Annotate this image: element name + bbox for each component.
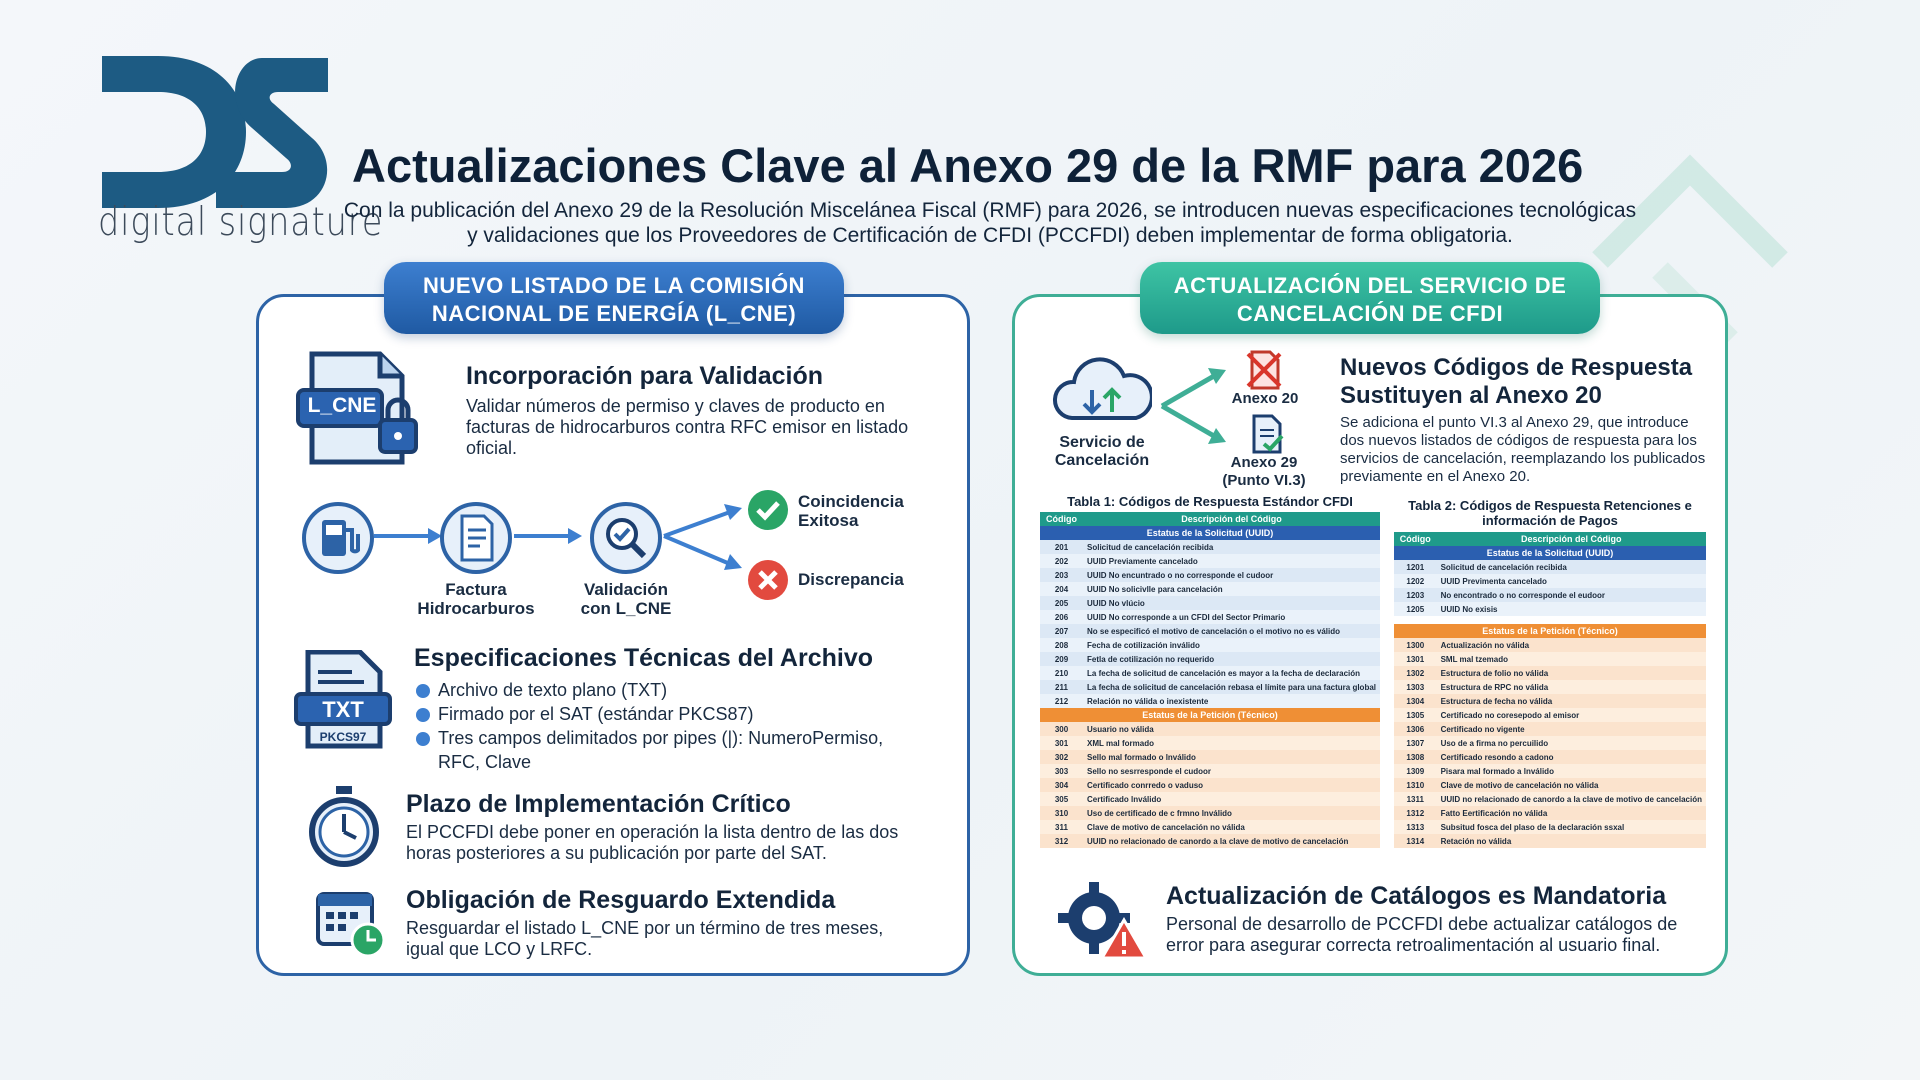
code-cell: 202 <box>1040 554 1083 568</box>
code-cell: 1202 <box>1394 574 1437 588</box>
code-cell: 1314 <box>1394 834 1437 848</box>
table-row <box>1040 554 1380 568</box>
description-cell: UUID no relacionado de canordo a la clave de motivo de cancelación <box>1437 792 1706 806</box>
table-row <box>1394 792 1706 806</box>
table-row <box>1040 540 1380 554</box>
code-cell: 209 <box>1040 652 1083 666</box>
table1: Código Descripción del Código Estatus de la Solicitud (UUID) 201 Solicitud de cancelación recibida 202 UUID Previamente cancelado 203 UUID No encuntrado o no corresponde el cudoor 204 UUID No solicivlle para cancelación 205 UUID No vlúcio 206 UUID No corresponde a un CFDI del Sector Primario 207 No se especificó el motivo de cancelación o el motivo no es válido 208 Fecha de cotilización inválido 209 Fetla de cotilización no requerido 210 La fecha de solicitud de cancelación es mayor a la fecha de declaración 211 La fecha de solicitud de cancelación rebasa el límite para una factura global 212 Relación no válida o inexistente Estatus de la Petición (Técnico) 300 Usuario no válida 301 XML mal formado 302 Sello mal formado o lnválido 303 Sello no sesrresponde el cudoor 304 Certificado conrredo o vaduso 305 Certificado lnválido 310 Uso de certificado de c frmno lnválido 311 Clave de motivo de cancelación no válida 312 UUID no relacionado de canordo a la clave de motivo de cancelación <box>1040 512 1380 848</box>
description-cell: Relación no válida o inexistente <box>1083 694 1380 708</box>
table-row <box>1394 834 1706 848</box>
table-row <box>1040 820 1380 834</box>
code-cell: 303 <box>1040 764 1083 778</box>
description-cell: Sello no sesrresponde el cudoor <box>1083 764 1380 778</box>
specs-item: Tres campos delimitados por pipes (|): NumeroPermiso, RFC, Clave <box>414 726 914 774</box>
description-cell: Clave de motivo de cancelación no válida <box>1083 820 1380 834</box>
lcne-file-label: L_CNE <box>307 394 377 417</box>
description-cell: UUID no relacionado de canordo a la clave de motivo de cancelación <box>1083 834 1380 848</box>
catalogs-title: Actualización de Catálogos es Mandatoria <box>1166 882 1667 910</box>
code-cell: 1302 <box>1394 666 1437 680</box>
cloud-service-icon <box>1052 356 1152 428</box>
code-cell: 301 <box>1040 736 1083 750</box>
table-row <box>1394 806 1706 820</box>
incorporacion-text: Validar números de permiso y claves de producto en facturas de hidrocarburos contra RFC emisor en listado oficial. <box>466 396 909 458</box>
incorporacion-title: Incorporación para Validación <box>466 362 824 390</box>
logo-text: digital signature <box>98 200 384 245</box>
fuel-pump-icon <box>300 500 376 576</box>
flow-step-invoice: Factura Hidrocarburos <box>417 580 535 618</box>
description-cell: La fecha de solicitud de cancelación es mayor a la fecha de declaración <box>1083 666 1380 680</box>
description-cell: Fatto Eertificación no válida <box>1437 806 1706 820</box>
new-codes-text: Se adiciona el punto VI.3 al Anexo 29, que introduce dos nuevos listados de códigos de respuesta para los servicios de cancelación, reemplazando los publicados previamente en el Anexo 20. <box>1340 414 1706 485</box>
table-row <box>1394 680 1706 694</box>
cancelacion-panel-header: ACTUALIZACIÓN DEL SERVICIO DE CANCELACIÓN DE CFDI <box>1140 262 1600 334</box>
table-row <box>1394 588 1706 602</box>
table-row <box>1040 792 1380 806</box>
specs-item: Archivo de texto plano (TXT) <box>414 678 914 702</box>
code-cell: 1313 <box>1394 820 1437 834</box>
anexo20-label: Anexo 20 <box>1231 390 1299 407</box>
description-cell: UUID No solicivlle para cancelación <box>1083 582 1380 596</box>
table-row <box>1394 560 1706 574</box>
deadline-text: El PCCFDI debe poner en operación la lista dentro de las dos horas posteriores a su publicación por parte del SAT. <box>406 822 899 863</box>
retention-text: Resguardar el listado L_CNE por un término de tres meses, igual que LCO y LRFC. <box>406 918 884 959</box>
description-cell: Uso de certificado de c frmno lnválido <box>1083 806 1380 820</box>
page-subtitle: Con la publicación del Anexo 29 de la Resolución Miscelánea Fiscal (RMF) para 2026, se introducen nuevas especificaciones tecnológicas y validaciones que los Proveedores de Certificación de CFDI (PCCFDI) deben implementar de forma obligatoria. <box>343 199 1637 247</box>
outcome-success: Coincidencia Exitosa <box>798 492 904 530</box>
code-cell: 203 <box>1040 568 1083 582</box>
code-cell: 1312 <box>1394 806 1437 820</box>
table-row <box>1040 638 1380 652</box>
table-row <box>1040 680 1380 694</box>
table-row <box>1040 624 1380 638</box>
anexo29-check-doc-icon <box>1246 414 1286 454</box>
description-cell: Certificado conrredo o vaduso <box>1083 778 1380 792</box>
table-row <box>1040 568 1380 582</box>
description-cell: La fecha de solicitud de cancelación rebasa el límite para una factura global <box>1083 680 1380 694</box>
code-cell: 206 <box>1040 610 1083 624</box>
code-cell: 1306 <box>1394 722 1437 736</box>
flow-step-validation: Validación con L_CNE <box>580 580 672 618</box>
description-cell: Estructura de folio no válida <box>1437 666 1706 680</box>
description-cell: Certificado resondo a cadono <box>1437 750 1706 764</box>
specs-item: Firmado por el SAT (estándar PKCS87) <box>414 702 914 726</box>
code-cell: 302 <box>1040 750 1083 764</box>
table1-title: Tabla 1: Códigos de Respuesta Estándor CFDI <box>1067 494 1353 509</box>
code-cell: 1308 <box>1394 750 1437 764</box>
table-row <box>1394 778 1706 792</box>
description-cell: SML mal tzemado <box>1437 652 1706 666</box>
invoice-document-icon <box>438 500 514 576</box>
code-cell: 311 <box>1040 820 1083 834</box>
anexo29-label: Anexo 29 (Punto VI.3) <box>1222 454 1306 489</box>
description-cell: Solicitud de cancelación recibida <box>1083 540 1380 554</box>
specs-list <box>414 678 914 774</box>
table-row <box>1394 722 1706 736</box>
code-cell: 1303 <box>1394 680 1437 694</box>
outcome-discrepancy: Discrepancia <box>798 570 904 589</box>
description-cell: No se especificó el motivo de cancelación o el motivo no es válido <box>1083 624 1380 638</box>
description-cell: UUID No corresponde a un CFDI del Sector Primario <box>1083 610 1380 624</box>
table-row <box>1040 652 1380 666</box>
table-row <box>1040 834 1380 848</box>
table-row <box>1394 638 1706 652</box>
table-row <box>1394 694 1706 708</box>
code-cell: 1307 <box>1394 736 1437 750</box>
new-codes-title: Nuevos Códigos de Respuesta Sustituyen al Anexo 20 <box>1340 354 1693 409</box>
description-cell: Uso de a firma no percuilido <box>1437 736 1706 750</box>
description-cell: Retación no válida <box>1437 834 1706 848</box>
code-cell: 212 <box>1040 694 1083 708</box>
table-row <box>1040 596 1380 610</box>
calendar-clock-icon <box>314 886 388 960</box>
description-cell: Certificado no vigente <box>1437 722 1706 736</box>
description-cell: Sello mal formado o lnválido <box>1083 750 1380 764</box>
deadline-title: Plazo de Implementación Crítico <box>406 790 791 818</box>
table-row <box>1394 602 1706 616</box>
description-cell: UUID No encuntrado o no corresponde el cudoor <box>1083 568 1380 582</box>
table2-title: Tabla 2: Códigos de Respuesta Retenciones e información de Pagos <box>1408 498 1692 528</box>
table-row <box>1394 736 1706 750</box>
table-row <box>1394 666 1706 680</box>
specs-title: Especificaciones Técnicas del Archivo <box>414 644 873 672</box>
table-row <box>1394 764 1706 778</box>
description-cell: Fetla de cotilización no requerido <box>1083 652 1380 666</box>
code-cell: 1304 <box>1394 694 1437 708</box>
code-cell: 207 <box>1040 624 1083 638</box>
code-cell: 1311 <box>1394 792 1437 806</box>
description-cell: Certificado no coresepodo al emisor <box>1437 708 1706 722</box>
table-row <box>1040 736 1380 750</box>
gear-warning-icon <box>1056 880 1150 960</box>
description-cell: Solicitud de cancelación recibida <box>1437 560 1706 574</box>
table-row <box>1394 652 1706 666</box>
diagram-arrows <box>1158 366 1228 446</box>
code-cell: 1310 <box>1394 778 1437 792</box>
code-cell: 201 <box>1040 540 1083 554</box>
code-cell: 211 <box>1040 680 1083 694</box>
description-cell: Estructura de fecha no válida <box>1437 694 1706 708</box>
table-row <box>1040 582 1380 596</box>
description-cell: Fecha de cotilización inválido <box>1083 638 1380 652</box>
table-row <box>1040 666 1380 680</box>
code-cell: 1309 <box>1394 764 1437 778</box>
cloud-label: Servicio de Cancelación <box>1054 434 1150 469</box>
table-row <box>1394 750 1706 764</box>
table-row <box>1394 708 1706 722</box>
stopwatch-icon <box>306 784 382 868</box>
code-cell: 1205 <box>1394 602 1437 616</box>
table-row <box>1040 694 1380 708</box>
table-row <box>1394 820 1706 834</box>
code-cell: 205 <box>1040 596 1083 610</box>
code-cell: 204 <box>1040 582 1083 596</box>
description-cell: Certificado lnválido <box>1083 792 1380 806</box>
code-cell: 312 <box>1040 834 1083 848</box>
code-cell: 208 <box>1040 638 1083 652</box>
success-check-icon <box>746 488 790 532</box>
error-x-icon <box>746 558 790 602</box>
description-cell: Pisara mal formado a lnválido <box>1437 764 1706 778</box>
code-cell: 310 <box>1040 806 1083 820</box>
description-cell: UUID Previamente cancelado <box>1083 554 1380 568</box>
code-cell: 210 <box>1040 666 1083 680</box>
magnifier-check-icon <box>588 500 664 576</box>
description-cell: Usuario no válida <box>1083 722 1380 736</box>
table-row <box>1040 722 1380 736</box>
pkcs-icon-label: PKCS97 <box>319 730 367 744</box>
table-row <box>1394 574 1706 588</box>
txt-icon-label: TXT <box>322 697 364 722</box>
code-cell: 300 <box>1040 722 1083 736</box>
description-cell: Subsitud fosca del plaso de la declaración ssxal <box>1437 820 1706 834</box>
description-cell: UUID Previmenta cancelado <box>1437 574 1706 588</box>
code-cell: 304 <box>1040 778 1083 792</box>
code-cell: 1201 <box>1394 560 1437 574</box>
code-cell: 1305 <box>1394 708 1437 722</box>
description-cell: No encontrado o no corresponde el eudoor <box>1437 588 1706 602</box>
retention-title: Obligación de Resguardo Extendida <box>406 886 836 914</box>
table-row <box>1040 764 1380 778</box>
code-cell: 1300 <box>1394 638 1437 652</box>
description-cell: Actualización no válida <box>1437 638 1706 652</box>
table-row <box>1040 778 1380 792</box>
catalogs-text: Personal de desarrollo de PCCFDI debe actualizar catálogos de error para asegurar correcta retroalimentación al usuario final. <box>1166 914 1678 955</box>
code-cell: 305 <box>1040 792 1083 806</box>
table-row <box>1040 806 1380 820</box>
code-cell: 1301 <box>1394 652 1437 666</box>
code-cell: 1203 <box>1394 588 1437 602</box>
description-cell: Clave de motivo de cancelación no válida <box>1437 778 1706 792</box>
description-cell: UUID No exisis <box>1437 602 1706 616</box>
table2: Código Descripción del Código Estatus de la Solicitud (UUID) 1201 Solicitud de cancelación recibida 1202 UUID Previmenta cancelado 1203 No encontrado o no corresponde el eudoor 1205 UUID No exisis Estatus de la Petición (Técnico) 1300 Actualización no válida 1301 SML mal tzemado 1302 Estructura de folio no válida 1303 Estructura de RPC no válida 1304 Estructura de fecha no válida 1305 Certificado no coresepodo al emisor 1306 Certificado no vigente 1307 Uso de a firma no percuilido 1308 Certificado resondo a cadono 1309 Pisara mal formado a lnválido 1310 Clave de motivo de cancelación no válida 1311 UUID no relacionado de canordo a la clave de motivo de cancelación 1312 Fatto Eertificación no válida 1313 Subsitud fosca del plaso de la declaración ssxal 1314 Retación no válida <box>1394 532 1706 848</box>
page-title: Actualizaciones Clave al Anexo 29 de la RMF para 2026 <box>352 139 1584 192</box>
description-cell: UUID No vlúcio <box>1083 596 1380 610</box>
lcne-panel-header: NUEVO LISTADO DE LA COMISIÓN NACIONAL DE ENERGÍA (L_CNE) <box>384 262 844 334</box>
anexo20-crossed-doc-icon <box>1244 350 1284 390</box>
table-row <box>1040 610 1380 624</box>
table-row <box>1040 750 1380 764</box>
description-cell: Estructura de RPC no válida <box>1437 680 1706 694</box>
description-cell: XML mal formado <box>1083 736 1380 750</box>
